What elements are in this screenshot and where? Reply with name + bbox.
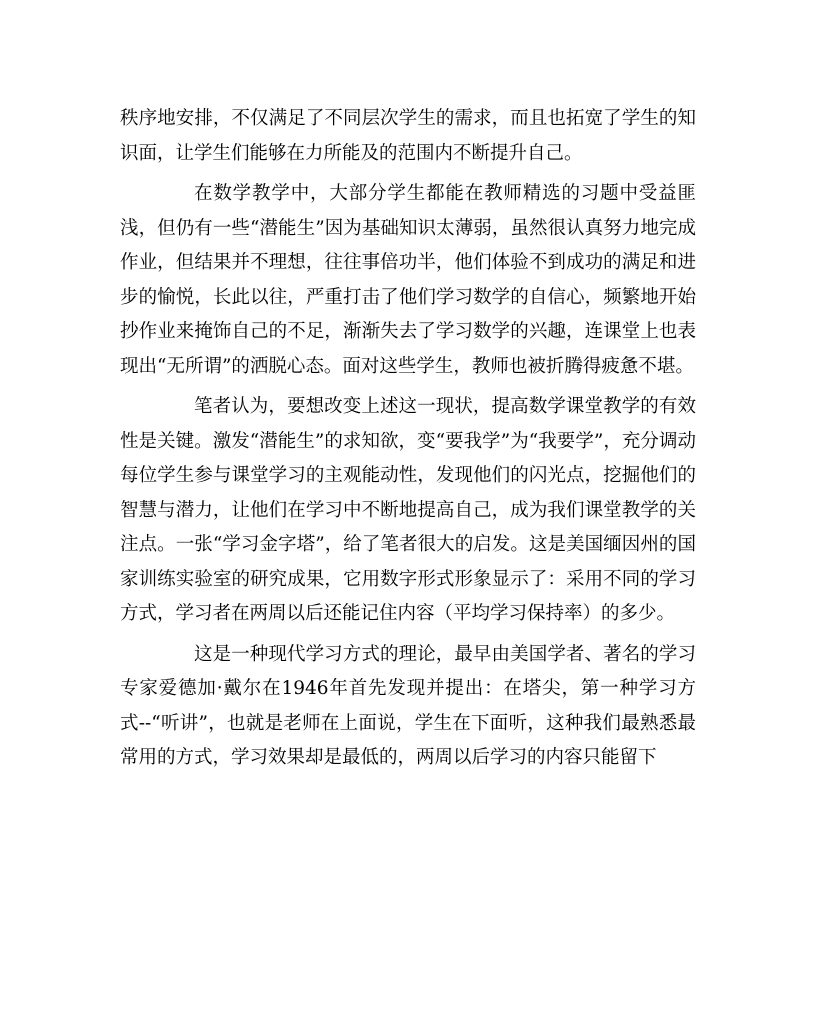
paragraph-learning-pyramid: 笔者认为，要想改变上述这一现状，提高数学课堂教学的有效性是关键。激发“潜能生”的求知欲，变“要我学”为“我要学”，充分调动每位学生参与课堂学习的主观能动性，发现他们的闪光点，挖掘他们的智慧与潜力，让他们在学习中不断地提高自己，成为我们课堂教学的关注点。一张“学习金字塔”，给了笔者很大的启发。这是美国缅因州的国家训练实验室的研究成果，它用数字形式形象显示了：采用不同的学习方式，学习者在两周以后还能记住内容（平均学习保持率）的多少。 [120,396,696,624]
document-body [120,102,696,776]
paragraph-continuation: 秩序地安排，不仅满足了不同层次学生的需求，而且也拓宽了学生的知识面，让学生们能够在力所能及的范围内不断提升自己。 [120,108,696,164]
paragraph-edgar-dale-theory: 这是一种现代学习方式的理论，最早由美国学者、著名的学习专家爱德加·戴尔在1946年首先发现并提出：在塔尖，第一种学习方式--“听讲”，也就是老师在上面说，学生在下面听，这种我们最熟悉最常用的方式，学习效果却是最低的，两周以后学习的内容只能留下 [120,643,696,768]
paragraph-potential-students: 在数学教学中，大部分学生都能在教师精选的习题中受益匪浅，但仍有一些“潜能生”因为基础知识太薄弱，虽然很认真努力地完成作业，但结果并不理想，往往事倍功半，他们体验不到成功的满足和进步的愉悦，长此以往，严重打击了他们学习数学的自信心，频繁地开始抄作业来掩饰自己的不足，渐渐失去了学习数学的兴趣，连课堂上也表现出“无所谓”的洒脱心态。面对这些学生，教师也被折腾得疲惫不堪。 [120,183,696,377]
